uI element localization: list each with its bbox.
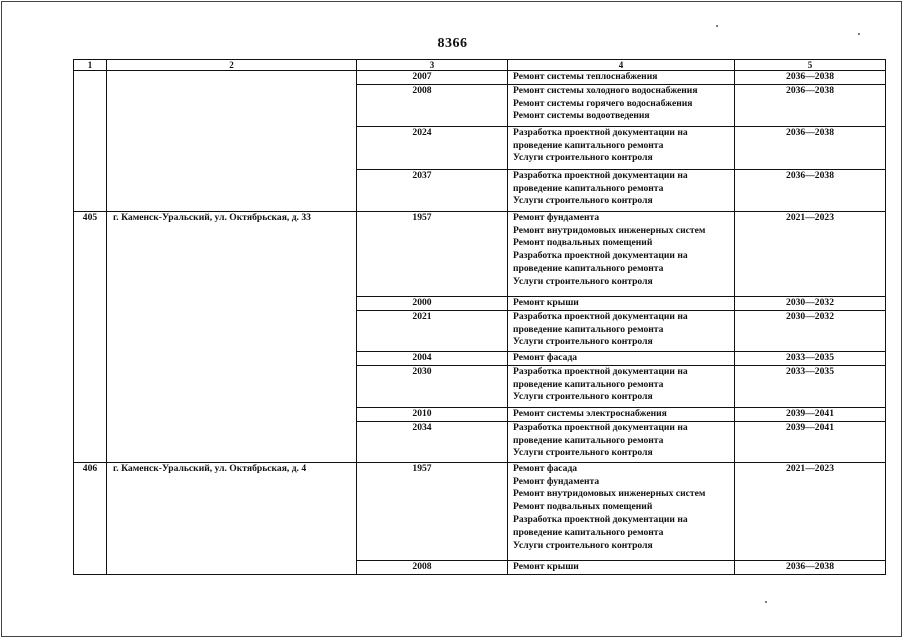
period-cell: 2036—2038	[735, 84, 886, 126]
work-item: Ремонт системы электроснабжения	[513, 407, 667, 419]
table-row	[74, 351, 886, 365]
work-item: Ремонт крыши	[513, 560, 579, 572]
table-row	[74, 126, 886, 169]
table-row	[74, 296, 886, 310]
address-cell: г. Каменск-Уральский, ул. Октябрьская, д. 4	[107, 462, 357, 560]
year-cell: 2024	[357, 126, 508, 169]
works-cell	[508, 296, 735, 310]
column-header: 1	[74, 60, 107, 71]
work-item: проведение капитального ремонта	[513, 378, 664, 390]
address-cell	[107, 310, 357, 351]
address-cell	[107, 169, 357, 211]
work-item: Ремонт системы водоотведения	[513, 110, 650, 122]
works-cell	[508, 84, 735, 126]
table-row	[74, 84, 886, 126]
work-item: Услуги строительного контроля	[513, 275, 653, 287]
work-item: Услуги строительного контроля	[513, 391, 653, 403]
period-cell: 2039—2041	[735, 407, 886, 421]
work-item: Разработка проектной документации на	[513, 365, 688, 377]
work-item: Услуги строительного контроля	[513, 447, 653, 459]
page-number: 8366	[437, 36, 468, 51]
row-number-cell: 406	[74, 462, 107, 560]
work-item: Разработка проектной документации на	[513, 250, 688, 262]
works-cell	[508, 310, 735, 351]
work-item: Разработка проектной документации на	[513, 126, 688, 138]
period-cell: 2030—2032	[735, 310, 886, 351]
table-row	[74, 365, 886, 407]
works-cell	[508, 421, 735, 462]
period-cell: 2030—2032	[735, 296, 886, 310]
work-item: Ремонт системы теплоснабжения	[513, 71, 658, 82]
table-row	[74, 71, 886, 85]
row-number-cell	[74, 71, 107, 85]
table-header-row	[74, 60, 886, 71]
works-cell	[508, 462, 735, 560]
works-cell	[508, 126, 735, 169]
year-cell: 2008	[357, 560, 508, 574]
column-header: 4	[508, 60, 735, 71]
work-item: проведение капитального ремонта	[513, 262, 664, 274]
period-cell: 2033—2035	[735, 351, 886, 365]
year-cell: 2000	[357, 296, 508, 310]
works-cell	[508, 365, 735, 407]
work-item: Ремонт фундамента	[513, 211, 600, 223]
table-row	[74, 211, 886, 296]
work-item: проведение капитального ремонта	[513, 434, 664, 446]
year-cell: 2037	[357, 169, 508, 211]
work-item: Ремонт подвальных помещений	[513, 501, 653, 513]
table-row	[74, 560, 886, 574]
capital-repair-table	[73, 59, 886, 575]
address-cell	[107, 421, 357, 462]
work-item: Ремонт внутридомовых инженерных систем	[513, 224, 706, 236]
work-item: Ремонт системы горячего водоснабжения	[513, 97, 693, 109]
period-cell: 2036—2038	[735, 126, 886, 169]
work-item: Разработка проектной документации на	[513, 513, 688, 525]
row-number-cell	[74, 84, 107, 126]
period-cell: 2036—2038	[735, 169, 886, 211]
address-cell	[107, 560, 357, 574]
year-cell: 1957	[357, 462, 508, 560]
year-cell: 2030	[357, 365, 508, 407]
period-cell: 2039—2041	[735, 421, 886, 462]
work-item: Ремонт фасада	[513, 462, 578, 474]
column-header: 5	[735, 60, 886, 71]
work-item: Ремонт подвальных помещений	[513, 237, 653, 249]
work-item: Ремонт фасада	[513, 351, 578, 363]
address-cell	[107, 351, 357, 365]
scan-speck	[765, 601, 767, 603]
works-cell	[508, 407, 735, 421]
period-cell: 2036—2038	[735, 71, 886, 85]
work-item: Ремонт крыши	[513, 296, 579, 308]
row-number-cell	[74, 296, 107, 310]
work-item: проведение капитального ремонта	[513, 323, 664, 335]
row-number-cell	[74, 560, 107, 574]
work-item: Ремонт фундамента	[513, 475, 600, 487]
row-number-cell	[74, 310, 107, 351]
year-cell: 2010	[357, 407, 508, 421]
year-cell: 2034	[357, 421, 508, 462]
column-header: 3	[357, 60, 508, 71]
table-row	[74, 169, 886, 211]
address-cell	[107, 84, 357, 126]
work-item: проведение капитального ремонта	[513, 182, 664, 194]
scan-speck	[716, 25, 718, 27]
work-item: Разработка проектной документации на	[513, 421, 688, 433]
period-cell: 2033—2035	[735, 365, 886, 407]
address-cell: г. Каменск-Уральский, ул. Октябрьская, д. 33	[107, 211, 357, 296]
column-header: 2	[107, 60, 357, 71]
period-cell: 2021—2023	[735, 211, 886, 296]
table-row	[74, 421, 886, 462]
work-item: Ремонт системы холодного водоснабжения	[513, 84, 698, 96]
works-cell	[508, 71, 735, 85]
works-cell	[508, 211, 735, 296]
row-number-cell	[74, 169, 107, 211]
row-number-cell	[74, 407, 107, 421]
year-cell: 2004	[357, 351, 508, 365]
work-item: Услуги строительного контроля	[513, 152, 653, 164]
work-item: Услуги строительного контроля	[513, 195, 653, 207]
work-item: проведение капитального ремонта	[513, 526, 664, 538]
row-number-cell	[74, 421, 107, 462]
works-cell	[508, 560, 735, 574]
row-number-cell	[74, 126, 107, 169]
table-row	[74, 462, 886, 560]
address-cell	[107, 71, 357, 85]
address-cell	[107, 365, 357, 407]
year-cell: 1957	[357, 211, 508, 296]
work-item: проведение капитального ремонта	[513, 139, 664, 151]
address-cell	[107, 296, 357, 310]
period-cell: 2036—2038	[735, 560, 886, 574]
year-cell: 2007	[357, 71, 508, 85]
work-item: Ремонт внутридомовых инженерных систем	[513, 488, 706, 500]
table-row	[74, 407, 886, 421]
address-cell	[107, 126, 357, 169]
year-cell: 2008	[357, 84, 508, 126]
works-cell	[508, 169, 735, 211]
table-row	[74, 310, 886, 351]
period-cell: 2021—2023	[735, 462, 886, 560]
table-body	[74, 71, 886, 575]
work-item: Услуги строительного контроля	[513, 336, 653, 348]
work-item: Разработка проектной документации на	[513, 169, 688, 181]
work-item: Разработка проектной документации на	[513, 310, 688, 322]
work-item: Услуги строительного контроля	[513, 539, 653, 551]
row-number-cell	[74, 365, 107, 407]
row-number-cell	[74, 351, 107, 365]
year-cell: 2021	[357, 310, 508, 351]
works-cell	[508, 351, 735, 365]
row-number-cell: 405	[74, 211, 107, 296]
address-cell	[107, 407, 357, 421]
scan-speck	[858, 33, 860, 35]
